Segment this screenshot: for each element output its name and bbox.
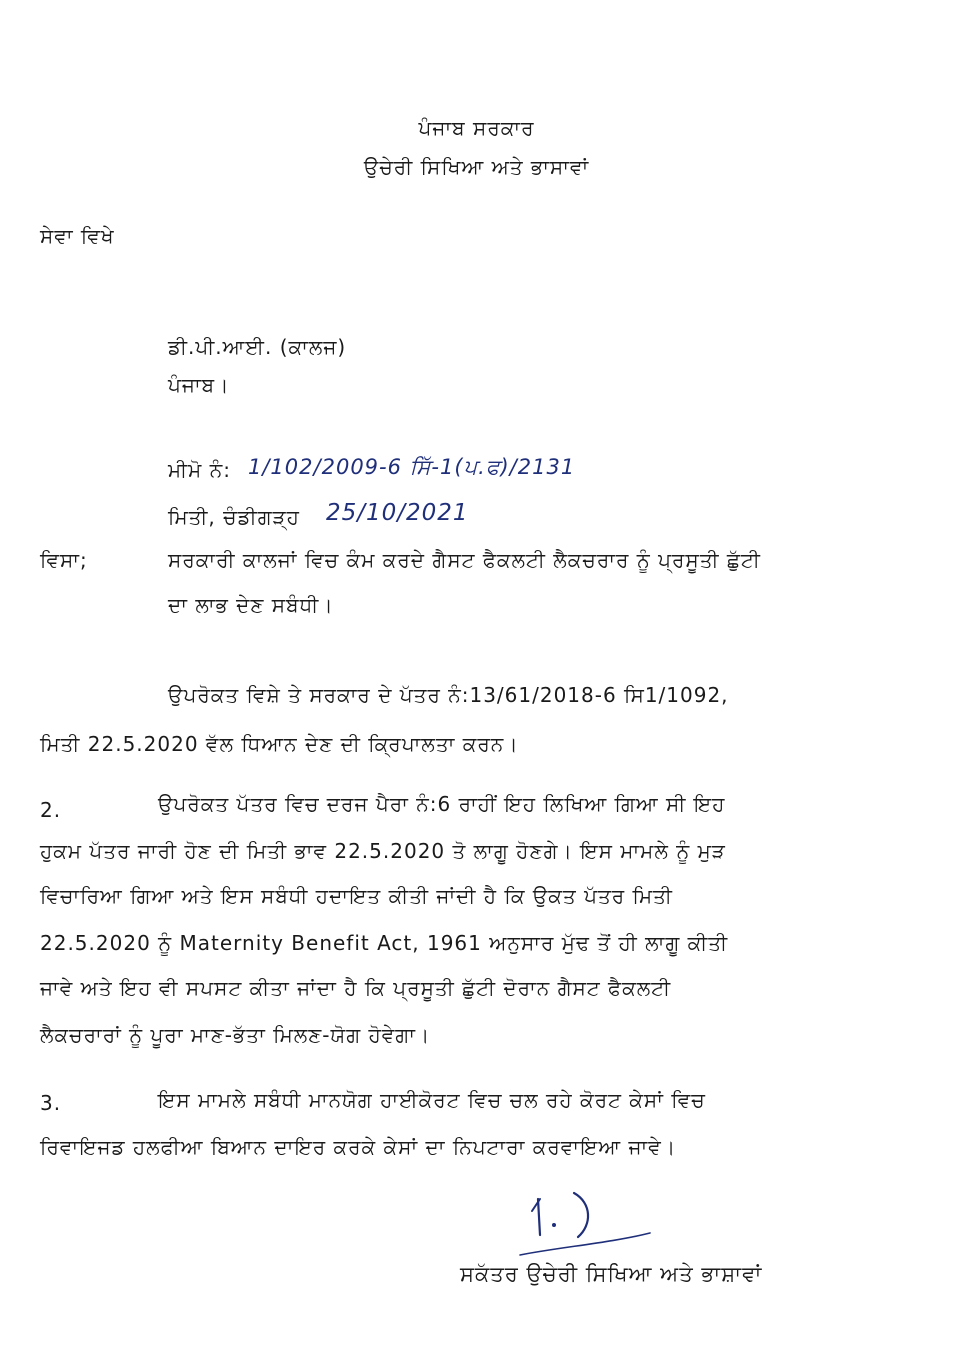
para3-line1: ਇਸ ਮਾਮਲੇ ਸਬੰਧੀ ਮਾਨਯੋਗ ਹਾਈਕੋਰਟ ਵਿਚ ਚਲ ਰਹੇ ਕੋਰਟ ਕੇਸਾਂ ਵਿਚ — [158, 1088, 706, 1112]
date-handwritten: 25/10/2021 — [326, 500, 469, 526]
para2-line1: ਉਪਰੋਕਤ ਪੱਤਰ ਵਿਚ ਦਰਜ ਪੈਰਾ ਨੰ:6 ਰਾਹੀਂ ਇਹ ਲਿਖਿਆ ਗਿਆ ਸੀ ਇਹ — [158, 792, 726, 816]
header-department: ਉਚੇਰੀ ਸਿਖਿਆ ਅਤੇ ਭਾਸਾਵਾਂ — [363, 155, 590, 179]
signature — [500, 1185, 660, 1265]
memo-label: ਮੀਮੋ ਨੰ: — [168, 458, 231, 482]
para2-line4: 22.5.2020 ਨੂੰ Maternity Benefit Act, 1961 ਅਨੁਸਾਰ ਮੁੱਢ ਤੋਂ ਹੀ ਲਾਗੂ ਕੀਤੀ — [40, 931, 729, 955]
para2-line3: ਵਿਚਾਰਿਆ ਗਿਆ ਅਤੇ ਇਸ ਸਬੰਧੀ ਹਦਾਇਤ ਕੀਤੀ ਜਾਂਦੀ ਹੈ ਕਿ ਉਕਤ ਪੱਤਰ ਮਿਤੀ — [40, 884, 673, 908]
salutation: ਸੇਵਾ ਵਿਖੇ — [40, 224, 115, 248]
memo-number-handwritten: 1/102/2009-6 ਸਿੱ-1(ਪ.ਫ)/2131 — [248, 455, 576, 479]
para3-number: 3. — [40, 1091, 62, 1115]
para1-line1: ਉਪਰੋਕਤ ਵਿਸ਼ੇ ਤੇ ਸਰਕਾਰ ਦੇ ਪੱਤਰ ਨੰ:13/61/2018-6 ਸਿ1/1092, — [168, 683, 729, 707]
signatory-title: ਸਕੱਤਰ ਉਚੇਰੀ ਸਿਖਿਆ ਅਤੇ ਭਾਸ਼ਾਵਾਂ — [460, 1262, 763, 1286]
header-government: ਪੰਜਾਬ ਸਰਕਾਰ — [418, 116, 535, 140]
addressee-line1: ਡੀ.ਪੀ.ਆਈ. (ਕਾਲਜ) — [168, 335, 347, 359]
para1-line2: ਮਿਤੀ 22.5.2020 ਵੱਲ ਧਿਆਨ ਦੇਣ ਦੀ ਕ੍ਰਿਪਾਲਤਾ ਕਰਨ। — [40, 732, 519, 756]
para2-line2: ਹੁਕਮ ਪੱਤਰ ਜਾਰੀ ਹੋਣ ਦੀ ਮਿਤੀ ਭਾਵ 22.5.2020 ਤੋ ਲਾਗੂ ਹੋਣਗੇ। ਇਸ ਮਾਮਲੇ ਨੂੰ ਮੁੜ — [40, 839, 726, 863]
subject-line2: ਦਾ ਲਾਭ ਦੇਣ ਸਬੰਧੀ। — [168, 593, 334, 617]
para3-line2: ਰਿਵਾਇਜਡ ਹਲਫੀਆ ਬਿਆਨ ਦਾਇਰ ਕਰਕੇ ਕੇਸਾਂ ਦਾ ਨਿਪਟਾਰਾ ਕਰਵਾਇਆ ਜਾਵੇ। — [40, 1135, 677, 1159]
para2-line6: ਲੈਕਚਰਾਰਾਂ ਨੂੰ ਪੂਰਾ ਮਾਣ-ਭੱਤਾ ਮਿਲਣ-ਯੋਗ ਹੋਵੇਗਾ। — [40, 1023, 431, 1047]
para2-number: 2. — [40, 798, 62, 822]
para2-line5: ਜਾਵੇ ਅਤੇ ਇਹ ਵੀ ਸਪਸਟ ਕੀਤਾ ਜਾਂਦਾ ਹੈ ਕਿ ਪ੍ਰਸੂਤੀ ਛੁੱਟੀ ਦੋਰਾਨ ਗੈਸਟ ਫੈਕਲਟੀ — [40, 976, 672, 1000]
subject-label: ਵਿਸਾ; — [40, 548, 88, 572]
addressee-line2: ਪੰਜਾਬ। — [168, 373, 230, 397]
subject-line1: ਸਰਕਾਰੀ ਕਾਲਜਾਂ ਵਿਚ ਕੰਮ ਕਰਦੇ ਗੈਸਟ ਫੈਕਲਟੀ ਲੈਕਚਰਾਰ ਨੂੰ ਪ੍ਰਸੂਤੀ ਛੁੱਟੀ — [168, 548, 761, 572]
date-label: ਮਿਤੀ, ਚੰਡੀਗੜ੍ਹ — [168, 505, 300, 529]
